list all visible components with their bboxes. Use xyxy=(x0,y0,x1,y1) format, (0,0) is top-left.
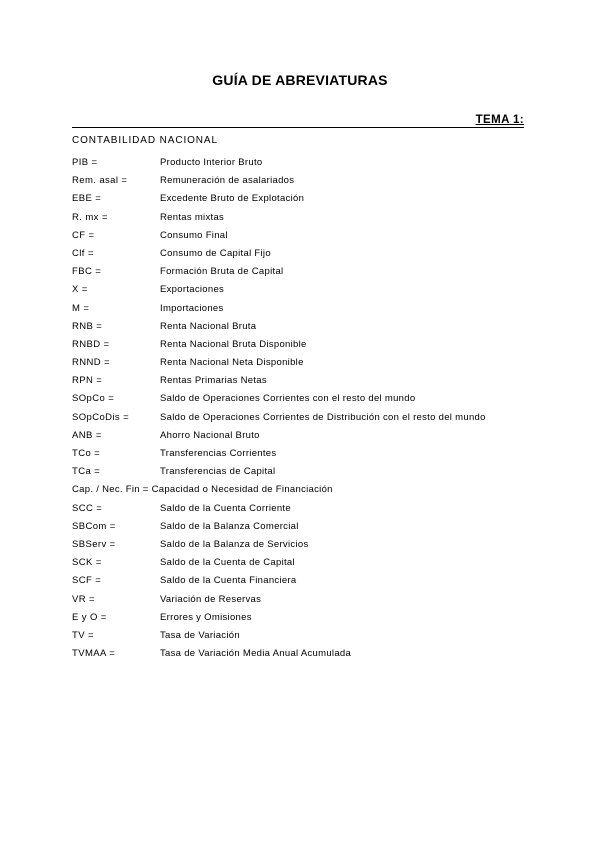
glossary-row xyxy=(72,481,532,499)
glossary-row xyxy=(72,281,532,299)
glossary-row xyxy=(72,209,532,227)
glossary-abbreviation: SOpCo = xyxy=(72,393,115,405)
glossary-abbreviation: SCF = xyxy=(72,575,102,587)
glossary-abbreviation: E y O = xyxy=(72,611,107,623)
glossary-abbreviation: RNBD = xyxy=(72,338,110,350)
glossary-abbreviation: TCa = xyxy=(72,466,101,478)
glossary-definition: Transferencias de Capital xyxy=(160,466,276,478)
glossary-abbreviation: FBC = xyxy=(72,266,102,278)
glossary-definition: Tasa de Variación xyxy=(160,629,240,641)
glossary-abbreviation: CF = xyxy=(72,229,95,241)
glossary-row xyxy=(72,300,532,318)
tema-rule xyxy=(72,113,524,128)
glossary-row xyxy=(72,263,532,281)
glossary-abbreviation: VR = xyxy=(72,593,95,605)
glossary-row xyxy=(72,390,532,408)
page-title: GUÍA DE ABREVIATURAS xyxy=(212,72,388,88)
glossary-abbreviation: TCo = xyxy=(72,448,101,459)
glossary-row xyxy=(72,372,532,390)
glossary-definition: Exportaciones xyxy=(160,284,225,296)
glossary-row xyxy=(72,409,532,427)
glossary-row xyxy=(72,172,532,190)
glossary-definition: Remuneración de asalariados xyxy=(160,175,295,187)
glossary-definition: Importaciones xyxy=(160,302,224,314)
glossary-abbreviation: EBE = xyxy=(72,193,102,205)
glossary-definition: Ahorro Nacional Bruto xyxy=(160,429,260,441)
glossary-definition: Saldo de la Balanza de Servicios xyxy=(160,538,309,550)
glossary-definition: Errores y Omisiones xyxy=(160,611,252,623)
glossary-abbreviation: Rem. asal = xyxy=(72,175,128,187)
section-heading: CONTABILIDAD NACIONAL xyxy=(72,135,218,146)
glossary-definition: Transferencias Corrientes xyxy=(160,448,277,459)
glossary-abbreviation: SOpCoDis = xyxy=(72,411,130,423)
glossary-row xyxy=(72,554,532,572)
glossary-row xyxy=(72,227,532,245)
glossary-abbreviation: M = xyxy=(72,302,90,314)
glossary-abbreviation: TV = xyxy=(72,629,94,641)
glossary-row xyxy=(72,463,532,481)
glossary-definition: Renta Nacional Bruta Disponible xyxy=(160,338,307,350)
glossary-abbreviation: Clf = xyxy=(72,247,94,259)
glossary-definition: Saldo de la Balanza Comercial xyxy=(160,520,299,532)
glossary-abbreviation: ANB = xyxy=(72,429,102,441)
glossary-row xyxy=(72,445,532,463)
glossary-definition: Saldo de la Cuenta de Capital xyxy=(160,557,295,569)
glossary-row xyxy=(72,336,532,354)
glossary-list xyxy=(72,154,532,663)
glossary-row xyxy=(72,354,532,372)
glossary-row xyxy=(72,190,532,208)
glossary-abbreviation: X = xyxy=(72,284,88,296)
glossary-row xyxy=(72,500,532,518)
glossary-definition: Tasa de Variación Media Anual Acumulada xyxy=(160,648,352,660)
glossary-definition: Producto Interior Bruto xyxy=(160,157,263,168)
tema-label: TEMA 1: xyxy=(475,114,524,126)
glossary-row xyxy=(72,591,532,609)
glossary-row xyxy=(72,572,532,590)
glossary-abbreviation: SCK = xyxy=(72,557,102,569)
glossary-definition: Rentas Primarias Netas xyxy=(160,375,267,387)
glossary-row xyxy=(72,645,532,663)
glossary-abbreviation: RPN = xyxy=(72,375,103,387)
glossary-row xyxy=(72,609,532,627)
glossary-row xyxy=(72,627,532,645)
glossary-abbreviation: Cap. / Nec. Fin = Capacidad o Necesidad de Financiación xyxy=(72,484,333,496)
glossary-definition: Consumo de Capital Fijo xyxy=(160,247,271,259)
glossary-abbreviation: R. mx = xyxy=(72,211,108,223)
glossary-row xyxy=(72,245,532,263)
glossary-definition: Rentas mixtas xyxy=(160,211,225,223)
glossary-definition: Formación Bruta de Capital xyxy=(160,266,284,278)
glossary-abbreviation: RNB = xyxy=(72,320,103,332)
glossary-abbreviation: RNND = xyxy=(72,357,111,369)
glossary-row xyxy=(72,154,532,172)
glossary-abbreviation: TVMAA = xyxy=(72,648,116,660)
glossary-row xyxy=(72,427,532,445)
glossary-abbreviation: SBServ = xyxy=(72,538,116,550)
glossary-abbreviation: SBCom = xyxy=(72,520,116,532)
glossary-definition: Saldo de Operaciones Corrientes de Distribución con el resto del mundo xyxy=(160,411,486,423)
glossary-abbreviation: SCC = xyxy=(72,502,103,514)
glossary-definition: Excedente Bruto de Explotación xyxy=(160,193,305,205)
glossary-definition: Saldo de Operaciones Corrientes con el resto del mundo xyxy=(160,393,416,405)
glossary-row xyxy=(72,318,532,336)
glossary-row xyxy=(72,536,532,554)
glossary-abbreviation: PIB = xyxy=(72,157,98,168)
glossary-definition: Renta Nacional Bruta xyxy=(160,320,257,332)
glossary-row xyxy=(72,518,532,536)
glossary-definition: Consumo Final xyxy=(160,229,228,241)
glossary-definition: Saldo de la Cuenta Corriente xyxy=(160,502,291,514)
glossary-definition: Renta Nacional Neta Disponible xyxy=(160,357,304,369)
glossary-definition: Variación de Reservas xyxy=(160,593,262,605)
glossary-definition: Saldo de la Cuenta Financiera xyxy=(160,575,297,587)
